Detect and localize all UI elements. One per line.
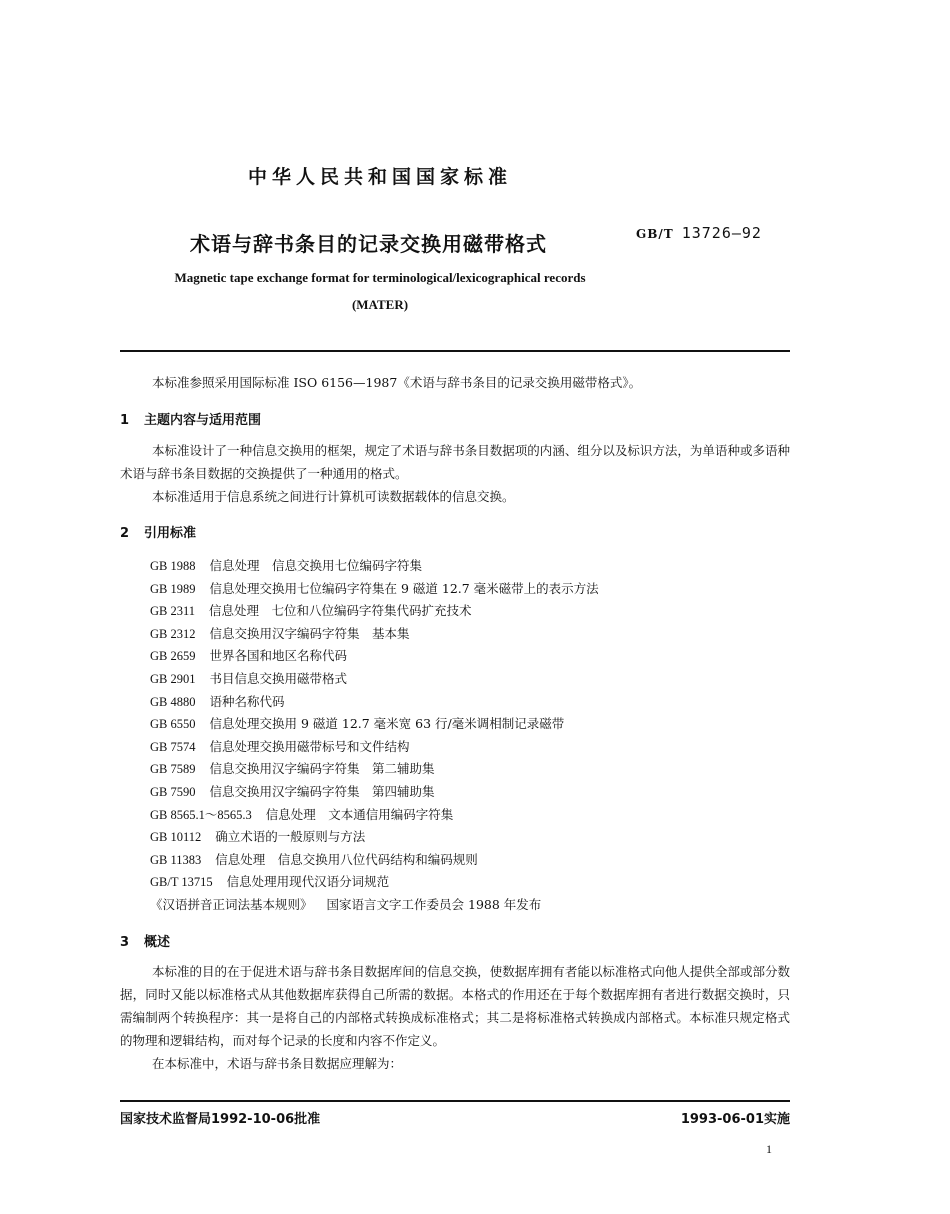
- section-3-number: 3: [120, 935, 130, 950]
- section-2-number: 2: [120, 526, 130, 541]
- section-2-heading: [120, 522, 196, 541]
- section-3-paragraph: 在本标准中，术语与辞书条目数据应理解为：: [152, 1056, 403, 1071]
- document-title-en: Magnetic tape exchange format for terminological/lexicographical records: [174, 270, 586, 285]
- document-title-cn: 术语与辞书条目的记录交换用磁带格式: [190, 232, 547, 256]
- reference-title: 信息处理交换用七位编码字符集在 9 磁道 12.7 毫米磁带上的表示方法: [209, 580, 599, 596]
- reference-item: [150, 826, 599, 849]
- reference-item: [150, 555, 599, 578]
- reference-code: GB 1988: [150, 559, 196, 573]
- reference-item: [150, 578, 599, 601]
- reference-code: GB 11383: [150, 852, 202, 867]
- reference-item: [150, 736, 599, 759]
- standard-prefix: GB/T: [636, 227, 674, 241]
- header-divider: [120, 350, 790, 352]
- reference-title: 信息处理 文本通信用编码字符集: [265, 806, 454, 822]
- section-3-paragraph: 本标准的目的在于促进术语与辞书条目数据库间的信息交换，使数据库拥有者能以标准格式向他人提供全部或部分数据，同时又能以标准格式从其他数据库获得自己所需的数据。本格式的作用还在于每个数据库拥有者进行数据交换时，只需编制两个转换程序：其一是将自己的内部格式转换成标准格式；其二是将标准格式转换成内部格式。本标准只规定格式的物理和逻辑结构，而对每个记录的长度和内容不作定义。: [120, 964, 790, 1048]
- section-1-title: 主题内容与适用范围: [144, 413, 262, 428]
- reference-code: GB 7590: [150, 784, 196, 799]
- reference-title: 信息交换用汉字编码字符集 基本集: [209, 625, 410, 641]
- section-3-body: [120, 960, 790, 1075]
- section-1-number: 1: [120, 413, 130, 428]
- reference-title: 语种名称代码: [209, 693, 285, 709]
- reference-title: 信息处理交换用磁带标号和文件结构: [209, 738, 410, 754]
- section-1-paragraph: 本标准适用于信息系统之间进行计算机可读数据载体的信息交换。: [152, 489, 515, 504]
- reference-item: [150, 691, 599, 714]
- section-2-title: 引用标准: [144, 526, 197, 541]
- reference-code: GB 2901: [150, 671, 196, 686]
- reference-code: GB 7589: [150, 762, 196, 777]
- reference-code: GB 2312: [150, 626, 196, 641]
- approval-date: 国家技术监督局1992-10-06批准: [120, 1112, 321, 1127]
- reference-code: 《汉语拼音正词法基本规则》: [150, 897, 313, 912]
- section-3-title: 概述: [144, 935, 171, 950]
- reference-title: 信息处理 信息交换用八位代码结构和编码规则: [215, 851, 478, 867]
- reference-code: GB 2659: [150, 649, 196, 664]
- standard-number-value: 13726—92: [681, 224, 762, 242]
- reference-code: GB 2311: [150, 604, 196, 619]
- reference-code: GB 10112: [150, 830, 202, 845]
- section-3-heading: [120, 931, 170, 950]
- reference-title: 信息处理交换用 9 磁道 12.7 毫米宽 63 行/毫米调相制记录磁带: [209, 716, 565, 732]
- footer-divider: [120, 1100, 790, 1102]
- reference-item: [150, 645, 599, 668]
- section-1-body: [120, 439, 790, 508]
- reference-code: GB 4880: [150, 694, 196, 709]
- reference-code: GB 6550: [150, 717, 196, 732]
- reference-title: 信息交换用汉字编码字符集 第二辅助集: [209, 761, 435, 777]
- reference-title: 信息处理 七位和八位编码字符集代码扩充技术: [209, 603, 472, 619]
- page-number: 1: [766, 1142, 772, 1156]
- referenced-standards-list: [150, 555, 599, 917]
- reference-title: 世界各国和地区名称代码: [209, 648, 348, 664]
- reference-item: [150, 668, 599, 691]
- reference-code: GB 7574: [150, 739, 196, 754]
- effective-date: 1993-06-01实施: [680, 1112, 790, 1127]
- reference-item: [150, 623, 599, 646]
- section-1-heading: [120, 409, 261, 428]
- document-title-abbr: (MATER): [351, 297, 409, 312]
- reference-item: [150, 849, 599, 872]
- reference-title: 信息处理用现代汉语分词规范: [226, 874, 390, 890]
- reference-title: 国家语言文字工作委员会 1988 年发布: [326, 896, 542, 912]
- intro-paragraph: [120, 371, 790, 394]
- reference-item: [150, 758, 599, 781]
- reference-code: GB 8565.1～8565.3: [150, 807, 252, 822]
- reference-title: 信息交换用汉字编码字符集 第四辅助集: [209, 783, 435, 799]
- section-1-paragraph: 本标准设计了一种信息交换用的框架，规定了术语与辞书条目数据项的内涵、组分以及标识方法，为单语种或多语种术语与辞书条目数据的交换提供了一种通用的格式。: [120, 443, 790, 481]
- reference-code: GB 1989: [150, 581, 196, 596]
- reference-item: [150, 894, 599, 917]
- reference-item: [150, 804, 599, 827]
- standard-number: [636, 224, 762, 242]
- reference-title: 信息处理 信息交换用七位编码字符集: [209, 558, 423, 573]
- intro-text: 本标准参照采用国际标准 ISO 6156—1987《术语与辞书条目的记录交换用磁带格式》。: [152, 375, 642, 390]
- reference-item: [150, 600, 599, 623]
- national-standard-label: 中华人民共和国国家标准: [247, 166, 512, 188]
- reference-item: [150, 871, 599, 894]
- reference-title: 确立术语的一般原则与方法: [215, 829, 366, 845]
- reference-item: [150, 713, 599, 736]
- reference-item: [150, 781, 599, 804]
- reference-title: 书目信息交换用磁带格式: [209, 670, 348, 686]
- reference-code: GB/T 13715: [150, 875, 213, 890]
